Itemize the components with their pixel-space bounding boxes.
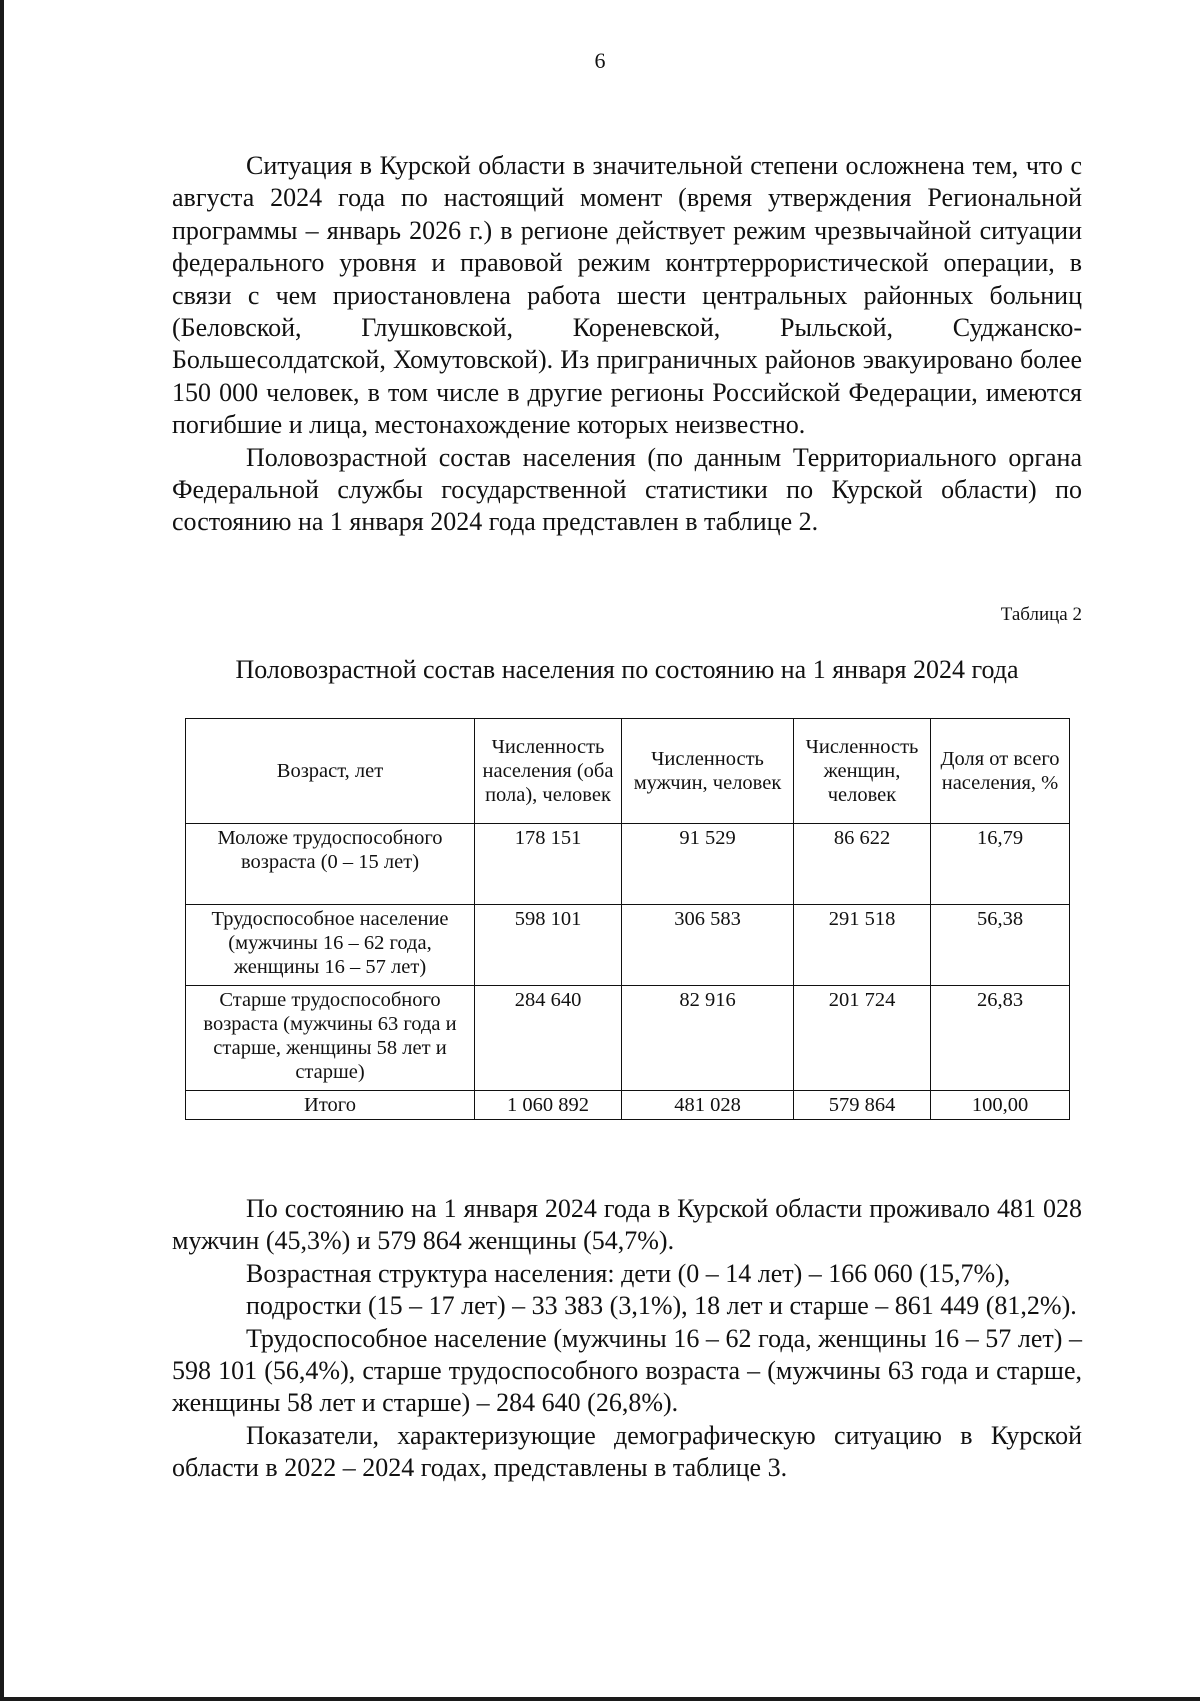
table-row xyxy=(186,986,1070,1091)
cell-total: 598 101 xyxy=(475,905,622,986)
cell-total: 1 060 892 xyxy=(475,1091,622,1120)
header-total: Численность населения (оба пола), человек xyxy=(475,719,622,824)
summary-text xyxy=(172,1193,1082,1485)
intro-text xyxy=(172,150,1082,539)
table-header-row xyxy=(186,719,1070,824)
cell-total: 284 640 xyxy=(475,986,622,1091)
paragraph: Ситуация в Курской области в значительной степени осложнена тем, что с августа 2024 года по настоящий момент (время утверждения Региональной программы – январь 2026 г.) в регионе действует режим чрезвычайной ситуации федерального уровня и правовой режим контртеррористической операции, в связи с чем приостановлена работа шести центральных районных больниц (Беловской, Глушковской, Кореневской, Рыльской, Суджанско-Большесолдатской, Хомутовской). Из приграничных районов эвакуировано более 150 000 человек, в том числе в другие регионы Российской Федерации, имеются погибшие и лица, местонахождение которых неизвестно. xyxy=(172,151,1082,440)
cell-men: 306 583 xyxy=(622,905,794,986)
header-age: Возраст, лет xyxy=(186,719,475,824)
population-table xyxy=(185,718,1070,1120)
cell-age: Трудоспособное население (мужчины 16 – 62 года, женщины 16 – 57 лет) xyxy=(186,905,475,986)
paragraph: По состоянию на 1 января 2024 года в Курской области проживало 481 028 мужчин (45,3%) и 579 864 женщины (54,7%). xyxy=(172,1194,1082,1256)
cell-women: 291 518 xyxy=(794,905,931,986)
table-total-row xyxy=(186,1091,1070,1120)
cell-share: 26,83 xyxy=(931,986,1070,1091)
cell-total: 178 151 xyxy=(475,824,622,905)
cell-age: Моложе трудоспособного возраста (0 – 15 лет) xyxy=(186,824,475,905)
cell-men: 82 916 xyxy=(622,986,794,1091)
table-title: Половозрастной состав населения по состоянию на 1 января 2024 года xyxy=(235,655,1019,684)
scan-edge-bottom xyxy=(0,1697,1200,1701)
paragraph: Показатели, характеризующие демографическую ситуацию в Курской области в 2022 – 2024 годах, представлены в таблице 3. xyxy=(172,1420,1082,1483)
paragraph: Половозрастной состав населения (по данным Территориального органа Федеральной службы государственной статистики по Курской области) по состоянию на 1 января 2024 года представлен в таблице 2. xyxy=(172,442,1082,537)
scan-edge-left xyxy=(0,0,4,1701)
cell-age: Итого xyxy=(186,1091,475,1120)
header-women: Численность женщин, человек xyxy=(794,719,931,824)
header-share: Доля от всего населения, % xyxy=(931,719,1070,824)
cell-men: 91 529 xyxy=(622,824,794,905)
cell-share: 100,00 xyxy=(931,1091,1070,1120)
table-row xyxy=(186,905,1070,986)
page-number: 6 xyxy=(594,48,606,73)
paragraph: Возрастная структура населения: дети (0 – 14 лет) – 166 060 (15,7%), xyxy=(246,1258,1011,1288)
cell-men: 481 028 xyxy=(622,1091,794,1120)
paragraph: подростки (15 – 17 лет) – 33 383 (3,1%), 18 лет и старше – 861 449 (81,2%). xyxy=(246,1291,1077,1321)
table-label: Таблица 2 xyxy=(1000,604,1082,625)
cell-age: Старше трудоспособного возраста (мужчины 63 года и старше, женщины 58 лет и старше) xyxy=(186,986,475,1091)
table-row xyxy=(186,824,1070,905)
cell-share: 56,38 xyxy=(931,905,1070,986)
cell-women: 86 622 xyxy=(794,824,931,905)
cell-women: 201 724 xyxy=(794,986,931,1091)
paragraph: Трудоспособное население (мужчины 16 – 62 года, женщины 16 – 57 лет) – 598 101 (56,4%), старше трудоспособного возраста – (мужчины 63 года и старше, женщины 58 лет и старше) – 284 640 (26,8%). xyxy=(172,1323,1082,1418)
header-men: Численность мужчин, человек xyxy=(622,719,794,824)
cell-women: 579 864 xyxy=(794,1091,931,1120)
cell-share: 16,79 xyxy=(931,824,1070,905)
